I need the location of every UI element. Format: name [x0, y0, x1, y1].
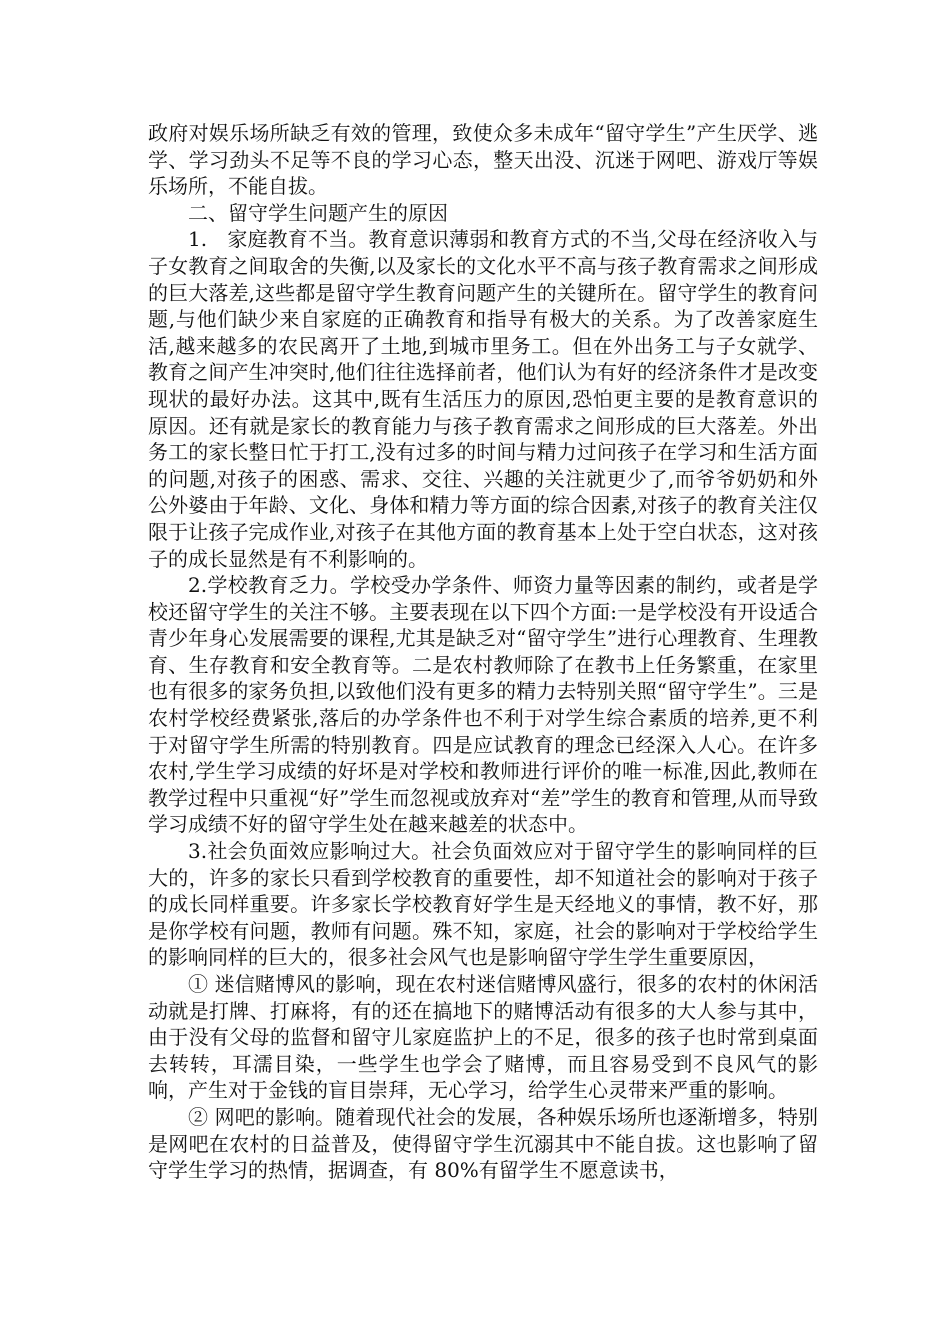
paragraph-intro-continuation: 政府对娱乐场所缺乏有效的管理，致使众多未成年“留守学生”产生厌学、逃学、学习劲头不足等不良的学习心态，整天出没、沉迷于网吧、游戏厅等娱乐场所，不能自拔。 — [148, 121, 818, 199]
section-heading-causes: 二、留守学生问题产生的原因 — [188, 200, 448, 225]
paragraph-gambling-influence: ① 迷信赌博风的影响，现在农村迷信赌博风盛行，很多的农村的休闲活动就是打牌、打麻将，有的还在搞地下的赌博活动有很多的大人参与其中，由于没有父母的监督和留守儿家庭监护上的不足，很多的孩子也时常到桌面去转转，耳濡目染，一些学生也学会了赌博，而且容易受到不良风气的影响，产生对于金钱的盲目崇拜，无心学习，给学生心灵带来严重的影响。 — [148, 972, 818, 1103]
document-page — [148, 120, 818, 1184]
paragraph-family-education: 1. 家庭教育不当。教育意识薄弱和教育方式的不当,父母在经济收入与子女教育之间取舍的失衡,以及家长的文化水平不高与孩子教育需求之间形成的巨大落差,这些都是留守学生教育问题产生的关键所在。留守学生的教育问题,与他们缺少来自家庭的正确教育和指导有极大的关系。为了改善家庭生活,越来越多的农民离开了土地,到城市里务工。但在外出务工与子女就学、教育之间产生冲突时,他们往往选择前者，他们认为有好的经济条件才是改变现状的最好办法。这其中,既有生活压力的原因,恐怕更主要的是教育意识的原因。还有就是家长的教育能力与孩子教育需求之间形成的巨大落差。外出务工的家长整日忙于打工,没有过多的时间与精力过问孩子在学习和生活方面的问题,对孩子的困惑、需求、交往、兴趣的关注就更少了,而爷爷奶奶和外公外婆由于年龄、文化、身体和精力等方面的综合因素,对孩子的教育关注仅限于让孩子完成作业,对孩子在其他方面的教育基本上处于空白状态，这对孩子的成长显然是有不利影响的。 — [148, 227, 818, 571]
paragraph-internet-cafe-influence: ② 网吧的影响。随着现代社会的发展，各种娱乐场所也逐渐增多，特别是网吧在农村的日益普及，使得留守学生沉溺其中不能自拔。这也影响了留守学生学习的热情，据调查，有 80%有留学生不愿意读书， — [148, 1104, 818, 1183]
paragraph-social-effects: 3.社会负面效应影响过大。社会负面效应对于留守学生的影响同样的巨大的，许多的家长只看到学校教育的重要性，却不知道社会的影响对于孩子的成长同样重要。许多家长学校教育好学生是天经地义的事情，教不好，那是你学校有问题，教师有问题。殊不知，家庭，社会的影响对于学校给学生的影响同样的巨大的，很多社会风气也是影响留守学生学生重要原因， — [148, 839, 818, 970]
paragraph-school-education: 2.学校教育乏力。学校受办学条件、师资力量等因素的制约，或者是学校还留守学生的关注不够。主要表现在以下四个方面:一是学校没有开设适合青少年身心发展需要的课程,尤其是缺乏对“留守学生”进行心理教育、生理教育、生存教育和安全教育等。二是农村教师除了在教书上任务繁重，在家里也有很多的家务负担,以致他们没有更多的精力去特别关照“留守学生”。三是农村学校经费紧张,落后的办学条件也不利于对学生综合素质的培养,更不利于对留守学生所需的特别教育。四是应试教育的理念已经深入人心。在许多农村,学生学习成绩的好坏是对学校和教师进行评价的唯一标准,因此,教师在教学过程中只重视“好”学生而忽视或放弃对“差”学生的教育和管理,从而导致学习成绩不好的留守学生处在越来越差的状态中。 — [148, 573, 818, 837]
